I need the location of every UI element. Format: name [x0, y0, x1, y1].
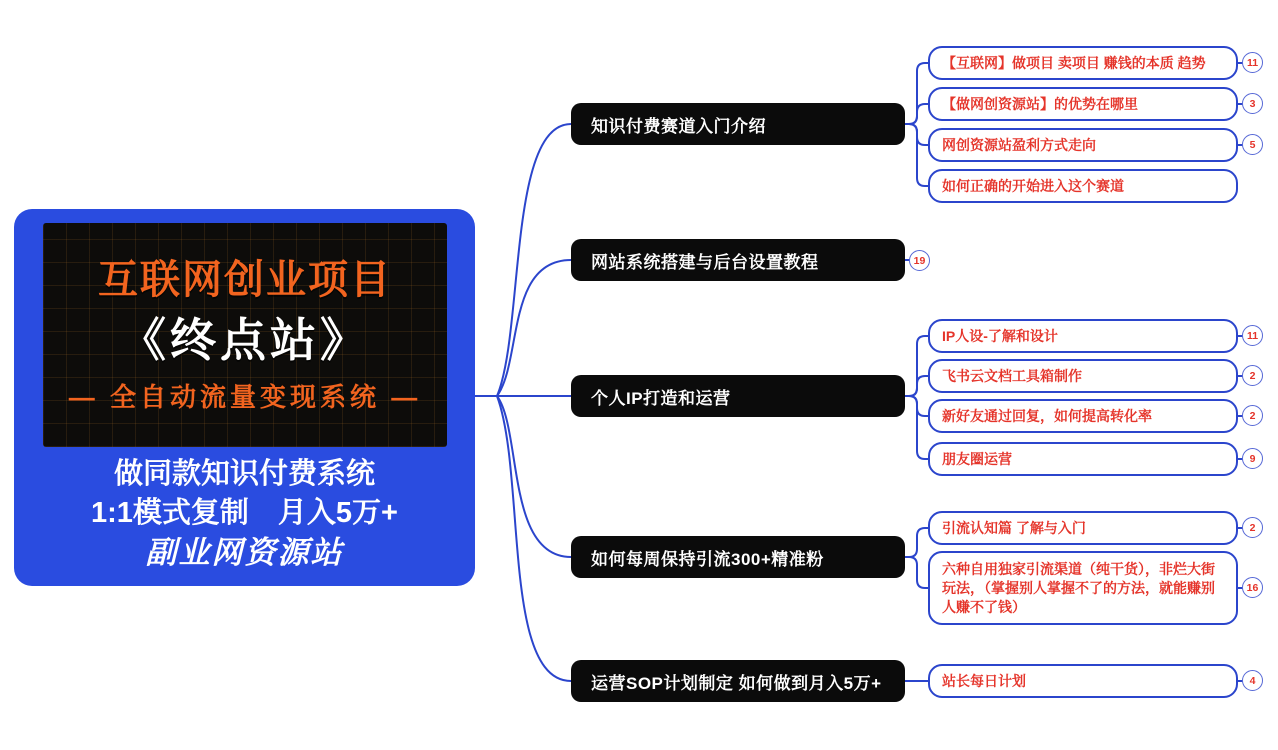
leaf-label: 飞书云文档工具箱制作: [942, 367, 1082, 384]
count-badge[interactable]: 2: [1242, 365, 1263, 386]
count-badge[interactable]: 11: [1242, 325, 1263, 346]
branch-label: 知识付费赛道入门介绍: [591, 116, 766, 136]
leaf-label: 如何正确的开始进入这个赛道: [942, 177, 1124, 194]
central-line-3: 副业网资源站: [145, 535, 344, 570]
branch-label: 如何每周保持引流300+精准粉: [591, 549, 824, 569]
branch-label: 个人IP打造和运营: [591, 388, 731, 408]
leaf-label: 【做网创资源站】的优势在哪里: [942, 95, 1138, 112]
leaf-node[interactable]: [928, 128, 1238, 162]
count-badge[interactable]: 19: [909, 250, 930, 271]
central-line-1: 做同款知识付费系统: [113, 458, 375, 490]
branch-node-personal-ip[interactable]: [571, 375, 905, 417]
count-badge[interactable]: 3: [1242, 93, 1263, 114]
leaf-label: 【互联网】做项目 卖项目 赚钱的本质 趋势: [942, 54, 1206, 71]
leaf-label: 网创资源站盈利方式走向: [942, 136, 1096, 153]
branch-node-site-setup[interactable]: [571, 239, 905, 281]
central-text-block: [14, 457, 475, 571]
leaf-label: 新好友通过回复，如何提高转化率: [942, 407, 1152, 424]
leaf-label: 引流认知篇 了解与入门: [942, 519, 1086, 536]
banner-title: 互联网创业项目: [98, 258, 392, 302]
branch-label: 网站系统搭建与后台设置教程: [591, 252, 819, 272]
central-topic[interactable]: [14, 209, 475, 586]
branch-node-traffic[interactable]: [571, 536, 905, 578]
count-badge[interactable]: 4: [1242, 670, 1263, 691]
leaf-node[interactable]: [928, 511, 1238, 545]
central-banner: [43, 223, 447, 447]
leaf-node[interactable]: [928, 551, 1238, 625]
leaf-node[interactable]: [928, 87, 1238, 121]
count-badge[interactable]: 11: [1242, 52, 1263, 73]
leaf-node[interactable]: [928, 359, 1238, 393]
count-badge[interactable]: 16: [1242, 577, 1263, 598]
branch-label: 运营SOP计划制定 如何做到月入5万+: [591, 673, 882, 693]
central-line-2: 1:1模式复制 月入5万+: [91, 497, 398, 529]
leaf-label: 站长每日计划: [942, 672, 1026, 689]
leaf-node[interactable]: [928, 664, 1238, 698]
count-badge[interactable]: 9: [1242, 448, 1263, 469]
leaf-node[interactable]: [928, 399, 1238, 433]
leaf-label: IP人设-了解和设计: [942, 327, 1058, 344]
leaf-node[interactable]: [928, 319, 1238, 353]
branch-node-intro[interactable]: [571, 103, 905, 145]
count-badge[interactable]: 5: [1242, 134, 1263, 155]
banner-subtitle: 《终点站》: [120, 314, 370, 366]
count-badge[interactable]: 2: [1242, 405, 1263, 426]
leaf-node[interactable]: [928, 442, 1238, 476]
branch-node-sop[interactable]: [571, 660, 905, 702]
leaf-label: 六种自用独家引流渠道（纯干货），非烂大街玩法，（掌握别人掌握不了的方法，就能赚别人赚不了钱）: [942, 560, 1215, 615]
banner-tagline: — 全自动流量变现系统 —: [68, 382, 422, 412]
leaf-node[interactable]: [928, 46, 1238, 80]
leaf-label: 朋友圈运营: [942, 450, 1012, 467]
leaf-node[interactable]: [928, 169, 1238, 203]
count-badge[interactable]: 2: [1242, 517, 1263, 538]
